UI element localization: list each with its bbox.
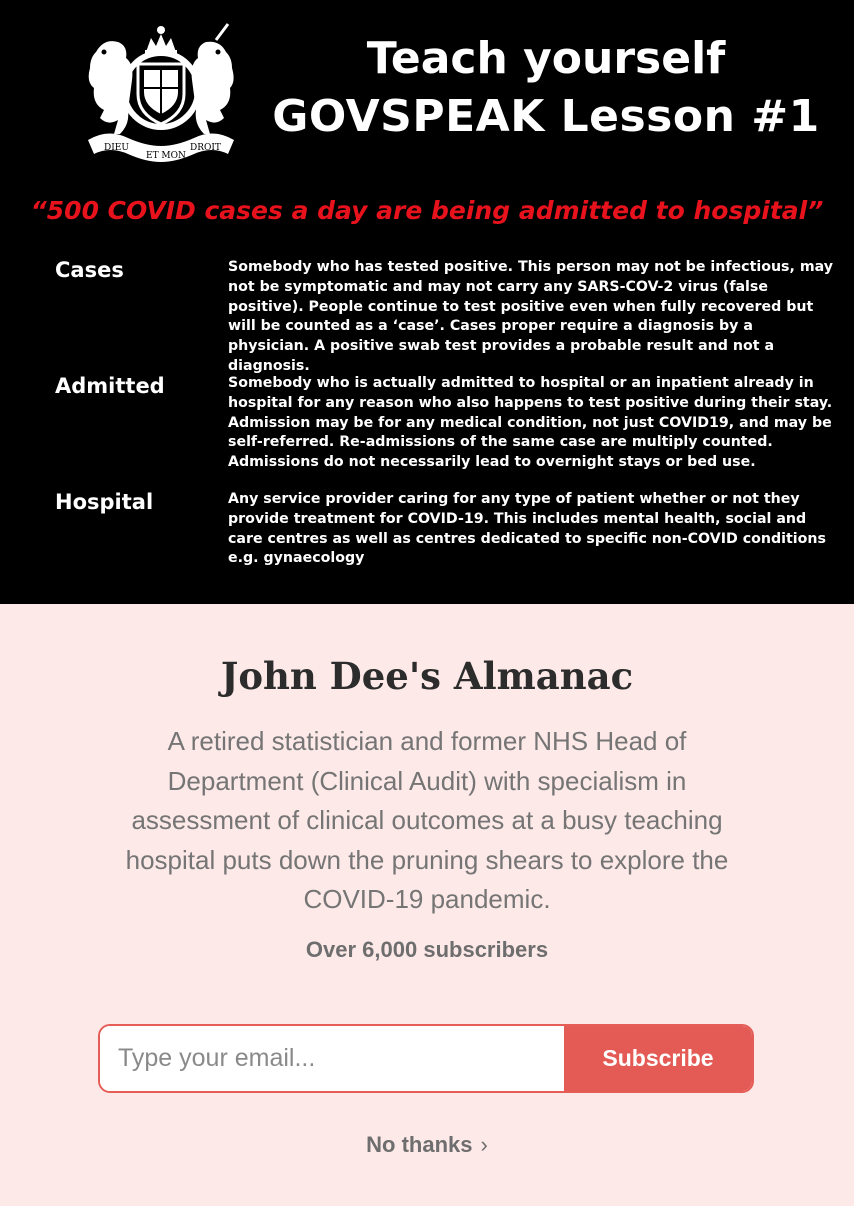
publication-title: John Dee's Almanac <box>220 654 634 698</box>
definition-text: Somebody who is actually admitted to hospital or an inpatient already in hospital for any reason who also happens to test positive during their stay. Admission may be for any medical condition, not just COVID19, and may be self-referred. Re-admissions of the same case are multiply counted. Admissions do not necessarily lead to overnight stays or bed use. <box>228 375 833 471</box>
subscriber-count: Over 6,000 subscribers <box>305 937 549 962</box>
definition-text: Any service provider caring for any type of patient whether or not they provide treatment for COVID-19. This includes mental health, social and care centres as well as centres dedicated to specific non-COVID conditions e.g. gynaecology <box>228 491 826 567</box>
definition-term: Admitted <box>55 374 165 398</box>
no-thanks-link[interactable] <box>0 1132 854 1158</box>
svg-text:ET MON: ET MON <box>146 151 186 161</box>
subscribe-form <box>98 1024 754 1093</box>
no-thanks-label: No thanks <box>366 1132 473 1157</box>
definition-text: Somebody who has tested positive. This person may not be infectious, may not be symptomatic and may not carry any SARS-COV-2 virus (false positive). People continue to test positive even when fully recovered but will be counted as a ‘case’. Cases proper require a diagnosis by a physician. A positive swab test provides a probable result and not a diagnosis. <box>228 259 833 374</box>
heading-line-1: Teach yourself <box>366 33 726 84</box>
definition-term: Cases <box>55 258 124 282</box>
royal-coat-of-arms-icon <box>78 22 244 162</box>
chevron-right-icon: › <box>480 1132 488 1157</box>
email-input[interactable] <box>100 1026 564 1091</box>
subscribe-button[interactable]: Subscribe <box>564 1026 752 1091</box>
subscribe-card <box>0 604 854 1206</box>
quote-text: “500 COVID cases a day are being admitted to hospital” <box>30 196 824 225</box>
publication-description: A retired statistician and former NHS Head of Department (Clinical Audit) with specialism in assessment of clinical outcomes at a busy teaching hospital puts down the pruning shears to explore the COVID-19 pandemic. <box>125 726 729 914</box>
svg-text:DIEU: DIEU <box>104 143 129 153</box>
definition-term: Hospital <box>55 490 154 514</box>
svg-text:DROIT: DROIT <box>190 143 221 153</box>
heading-line-2: GOVSPEAK Lesson #1 <box>272 91 820 142</box>
lesson-heading <box>266 30 826 146</box>
